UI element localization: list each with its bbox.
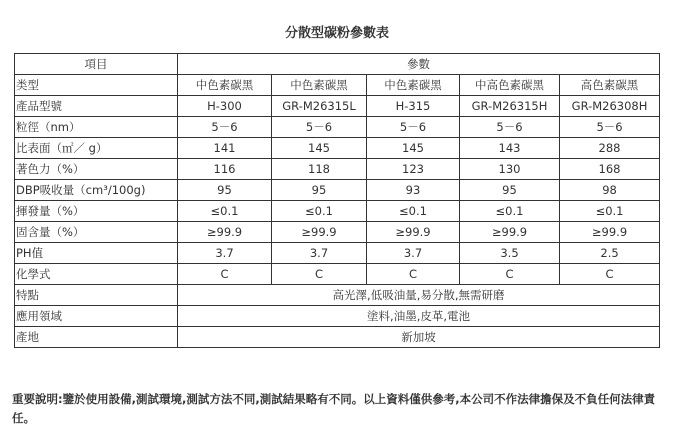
row-label: 著色力（%） xyxy=(15,159,178,180)
table-cell: ≤0.1 xyxy=(460,201,560,222)
table-cell: 中色素碳黑 xyxy=(178,75,272,96)
parameter-table xyxy=(14,53,660,348)
table-row-merged xyxy=(15,306,660,327)
row-label: DBP吸收量（cm³/100g) xyxy=(15,180,178,201)
merged-cell: 高光澤,低吸油量,易分散,無需研磨 xyxy=(178,285,660,306)
row-label: 應用領域 xyxy=(15,306,178,327)
table-cell: C xyxy=(367,264,460,285)
disclaimer-note: 重要說明:鑒於使用設備,測試環境,測試方法不同,測試結果略有不同。以上資料僅供參考,本公司不作法律擔保及不負任何法律責任。 xyxy=(12,392,656,425)
table-row xyxy=(15,264,660,285)
table-cell: ≥99.9 xyxy=(272,222,367,243)
merged-cell: 塗料,油墨,皮革,電池 xyxy=(178,306,660,327)
table-cell: 3.5 xyxy=(460,243,560,264)
table-cell: GR-M26315L xyxy=(272,96,367,117)
row-label: 固含量（%） xyxy=(15,222,178,243)
table-cell: 中色素碳黑 xyxy=(272,75,367,96)
table-cell: C xyxy=(178,264,272,285)
table-cell: 5－6 xyxy=(367,117,460,138)
table-cell: H-315 xyxy=(367,96,460,117)
table-row xyxy=(15,117,660,138)
table-row xyxy=(15,75,660,96)
row-label: 揮發量（%） xyxy=(15,201,178,222)
table-row xyxy=(15,96,660,117)
table-cell: 3.7 xyxy=(367,243,460,264)
table-row-merged xyxy=(15,285,660,306)
table-cell: 95 xyxy=(178,180,272,201)
row-label: 產品型號 xyxy=(15,96,178,117)
table-cell: 95 xyxy=(460,180,560,201)
table-row xyxy=(15,222,660,243)
table-cell: C xyxy=(460,264,560,285)
table-cell: 118 xyxy=(272,159,367,180)
table-cell: 141 xyxy=(178,138,272,159)
table-cell: ≤0.1 xyxy=(367,201,460,222)
table-cell: GR-M26308H xyxy=(560,96,660,117)
row-label: 比表面（㎡／ g） xyxy=(15,138,178,159)
table-cell: ≥99.9 xyxy=(178,222,272,243)
table-cell: 3.7 xyxy=(272,243,367,264)
table-row xyxy=(15,243,660,264)
table-cell: 93 xyxy=(367,180,460,201)
table-cell: 中色素碳黑 xyxy=(367,75,460,96)
table-cell: 5－6 xyxy=(560,117,660,138)
table-cell: 288 xyxy=(560,138,660,159)
row-label: 產地 xyxy=(15,327,178,348)
row-label: PH值 xyxy=(15,243,178,264)
table-cell: 高色素碳黑 xyxy=(560,75,660,96)
table-cell: ≤0.1 xyxy=(560,201,660,222)
table-cell: ≤0.1 xyxy=(178,201,272,222)
table-cell: 5－6 xyxy=(460,117,560,138)
table-header-row xyxy=(15,54,660,75)
table-cell: ≥99.9 xyxy=(560,222,660,243)
table-cell: 2.5 xyxy=(560,243,660,264)
table-cell: 3.7 xyxy=(178,243,272,264)
table-cell: ≥99.9 xyxy=(367,222,460,243)
table-cell: 5－6 xyxy=(272,117,367,138)
table-cell: 95 xyxy=(272,180,367,201)
merged-cell: 新加坡 xyxy=(178,327,660,348)
table-row xyxy=(15,138,660,159)
header-item: 項目 xyxy=(15,54,178,75)
table-cell: C xyxy=(560,264,660,285)
table-cell: 5－6 xyxy=(178,117,272,138)
table-title: 分散型碳粉參數表 xyxy=(284,26,389,41)
row-label: 类型 xyxy=(15,75,178,96)
row-label: 粒徑（nm） xyxy=(15,117,178,138)
table-cell: 168 xyxy=(560,159,660,180)
table-cell: H-300 xyxy=(178,96,272,117)
table-cell: 130 xyxy=(460,159,560,180)
table-cell: ≤0.1 xyxy=(272,201,367,222)
table-cell: 123 xyxy=(367,159,460,180)
table-cell: 145 xyxy=(367,138,460,159)
table-cell: 143 xyxy=(460,138,560,159)
table-row xyxy=(15,159,660,180)
header-params: 參數 xyxy=(178,54,660,75)
table-cell: 116 xyxy=(178,159,272,180)
table-cell: C xyxy=(272,264,367,285)
table-cell: 98 xyxy=(560,180,660,201)
row-label: 特點 xyxy=(15,285,178,306)
table-cell: 145 xyxy=(272,138,367,159)
table-cell: 中高色素碳黑 xyxy=(460,75,560,96)
table-row xyxy=(15,180,660,201)
table-cell: GR-M26315H xyxy=(460,96,560,117)
table-row-merged xyxy=(15,327,660,348)
table-row xyxy=(15,201,660,222)
row-label: 化學式 xyxy=(15,264,178,285)
table-cell: ≥99.9 xyxy=(460,222,560,243)
